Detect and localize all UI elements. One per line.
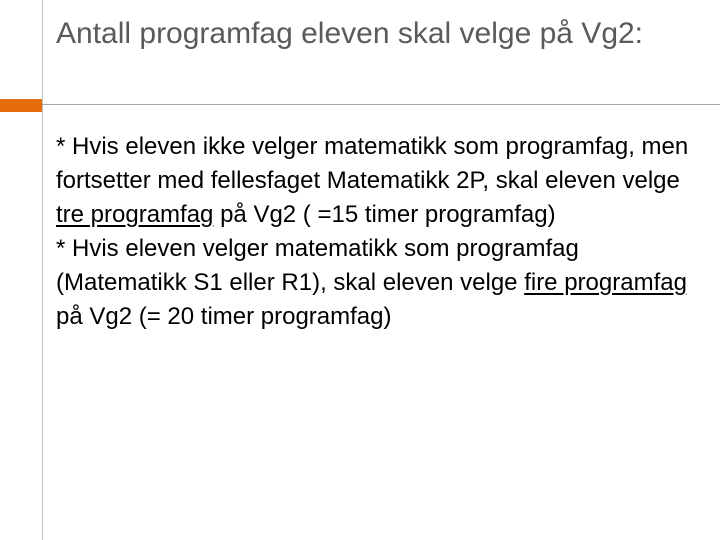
paragraph-text: * Hvis eleven ikke velger matematikk som programfag, men fortsetter med fellesfaget Matematikk 2P, skal eleven velge bbox=[56, 133, 689, 194]
underlined-text: tre programfag bbox=[56, 201, 214, 228]
underlined-text: fire programfag bbox=[524, 269, 687, 296]
paragraph-text: på Vg2 (= 20 timer programfag) bbox=[56, 303, 392, 330]
vertical-divider bbox=[42, 0, 43, 540]
horizontal-divider bbox=[0, 104, 720, 105]
paragraph-text: * Hvis eleven velger matematikk som programfag (Matematikk S1 eller R1), skal eleven velge bbox=[56, 235, 579, 296]
paragraph-text: på Vg2 ( =15 timer programfag) bbox=[213, 201, 556, 228]
slide-title: Antall programfag eleven skal velge på Vg2: bbox=[56, 17, 644, 50]
accent-bar bbox=[0, 99, 42, 112]
paragraph-no-math bbox=[56, 130, 706, 232]
paragraph-with-math bbox=[56, 232, 706, 334]
slide-body bbox=[56, 130, 706, 334]
